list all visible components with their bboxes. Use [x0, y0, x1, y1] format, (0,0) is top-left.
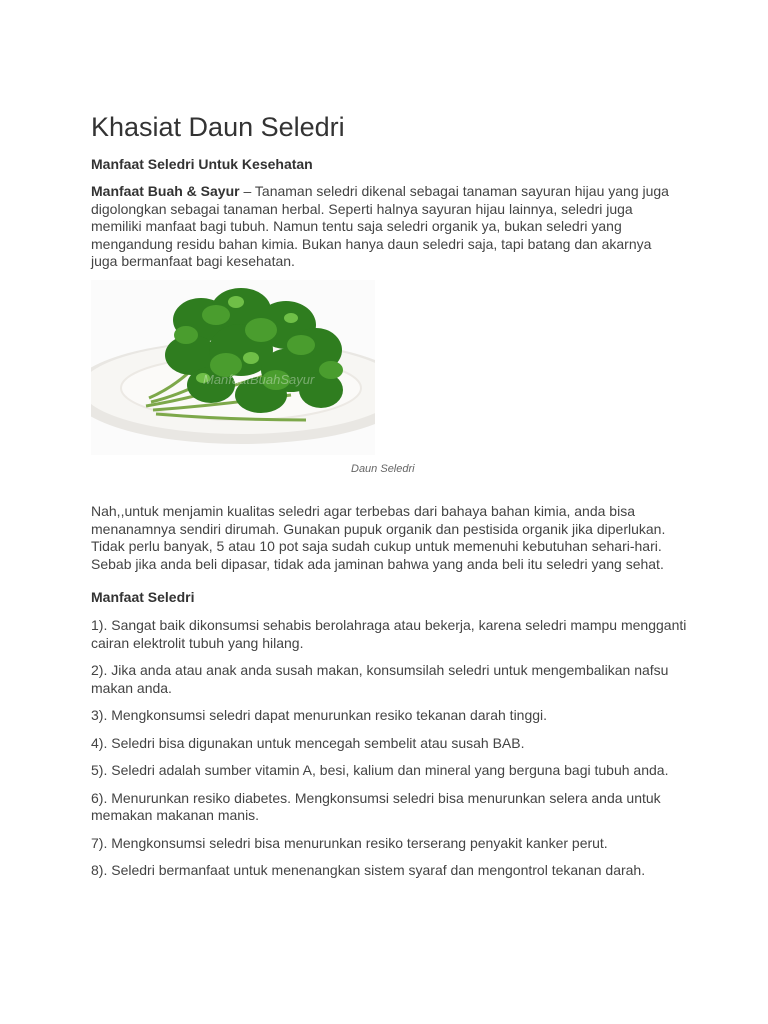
list-item: 1). Sangat baik dikonsumsi sehabis berolahraga atau bekerja, karena seledri mampu mengganti cairan elektrolit tubuh yang hilang. [91, 617, 687, 651]
section-heading: Manfaat Seledri [91, 589, 195, 605]
article-subtitle: Manfaat Seledri Untuk Kesehatan [91, 156, 313, 172]
celery-on-plate-illustration [91, 280, 375, 455]
benefits-list [91, 617, 691, 890]
list-item: 3). Mengkonsumsi seledri dapat menurunkan resiko tekanan darah tinggi. [91, 707, 548, 723]
list-item: 5). Seledri adalah sumber vitamin A, besi, kalium dan mineral yang berguna bagi tubuh anda. [91, 762, 669, 778]
article-title: Khasiat Daun Seledri [91, 112, 345, 142]
image-caption: Daun Seledri [351, 463, 415, 475]
image-watermark: ManfaatBuahSayur [203, 372, 315, 387]
list-item: 4). Seledri bisa digunakan untuk mencegah sembelit atau susah BAB. [91, 734, 525, 751]
list-item: 8). Seledri bermanfaat untuk menenangkan sistem syaraf dan mengontrol tekanan darah. [91, 862, 646, 878]
list-item: 7). Mengkonsumsi seledri bisa menurunkan resiko terserang penyakit kanker perut. [91, 834, 608, 851]
intro-paragraph [91, 183, 681, 271]
list-item: 2). Jika anda atau anak anda susah makan, konsumsilah seledri untuk mengembalikan nafsu makan anda. [91, 662, 669, 696]
paragraph-nah: Nah,,untuk menjamin kualitas seledri agar terbebas dari bahaya bahan kimia, anda bisa menanamnya sendiri dirumah. Gunakan pupuk organik dan pestisida organik jika diperlukan. Tidak perlu banyak, 5 atau 10 pot saja sudah cukup untuk memenuhi kebutuhan sehari-hari. Sebab jika anda beli dipasar, tidak ada jaminan bahwa yang anda beli itu seledri yang sehat. [91, 503, 666, 572]
list-item: 6). Menurunkan resiko diabetes. Mengkonsumsi seledri bisa menurunkan selera anda untuk memakan makanan manis. [91, 789, 661, 823]
intro-bold-lead: Manfaat Buah & Sayur [91, 183, 240, 199]
celery-image [91, 280, 375, 455]
intro-text: – Tanaman seledri dikenal sebagai tanaman sayuran hijau yang juga digolongkan sebagai tanaman herbal. Seperti halnya sayuran hijau lainnya, seledri juga memiliki manfaat bagi tubuh. Namun tentu saja seledri organik ya, bukan seledri yang mengandung residu bahan kimia. Bukan hanya daun seledri saja, tapi batang dan akarnya juga bermanfaat bagi kesehatan. [91, 183, 669, 269]
